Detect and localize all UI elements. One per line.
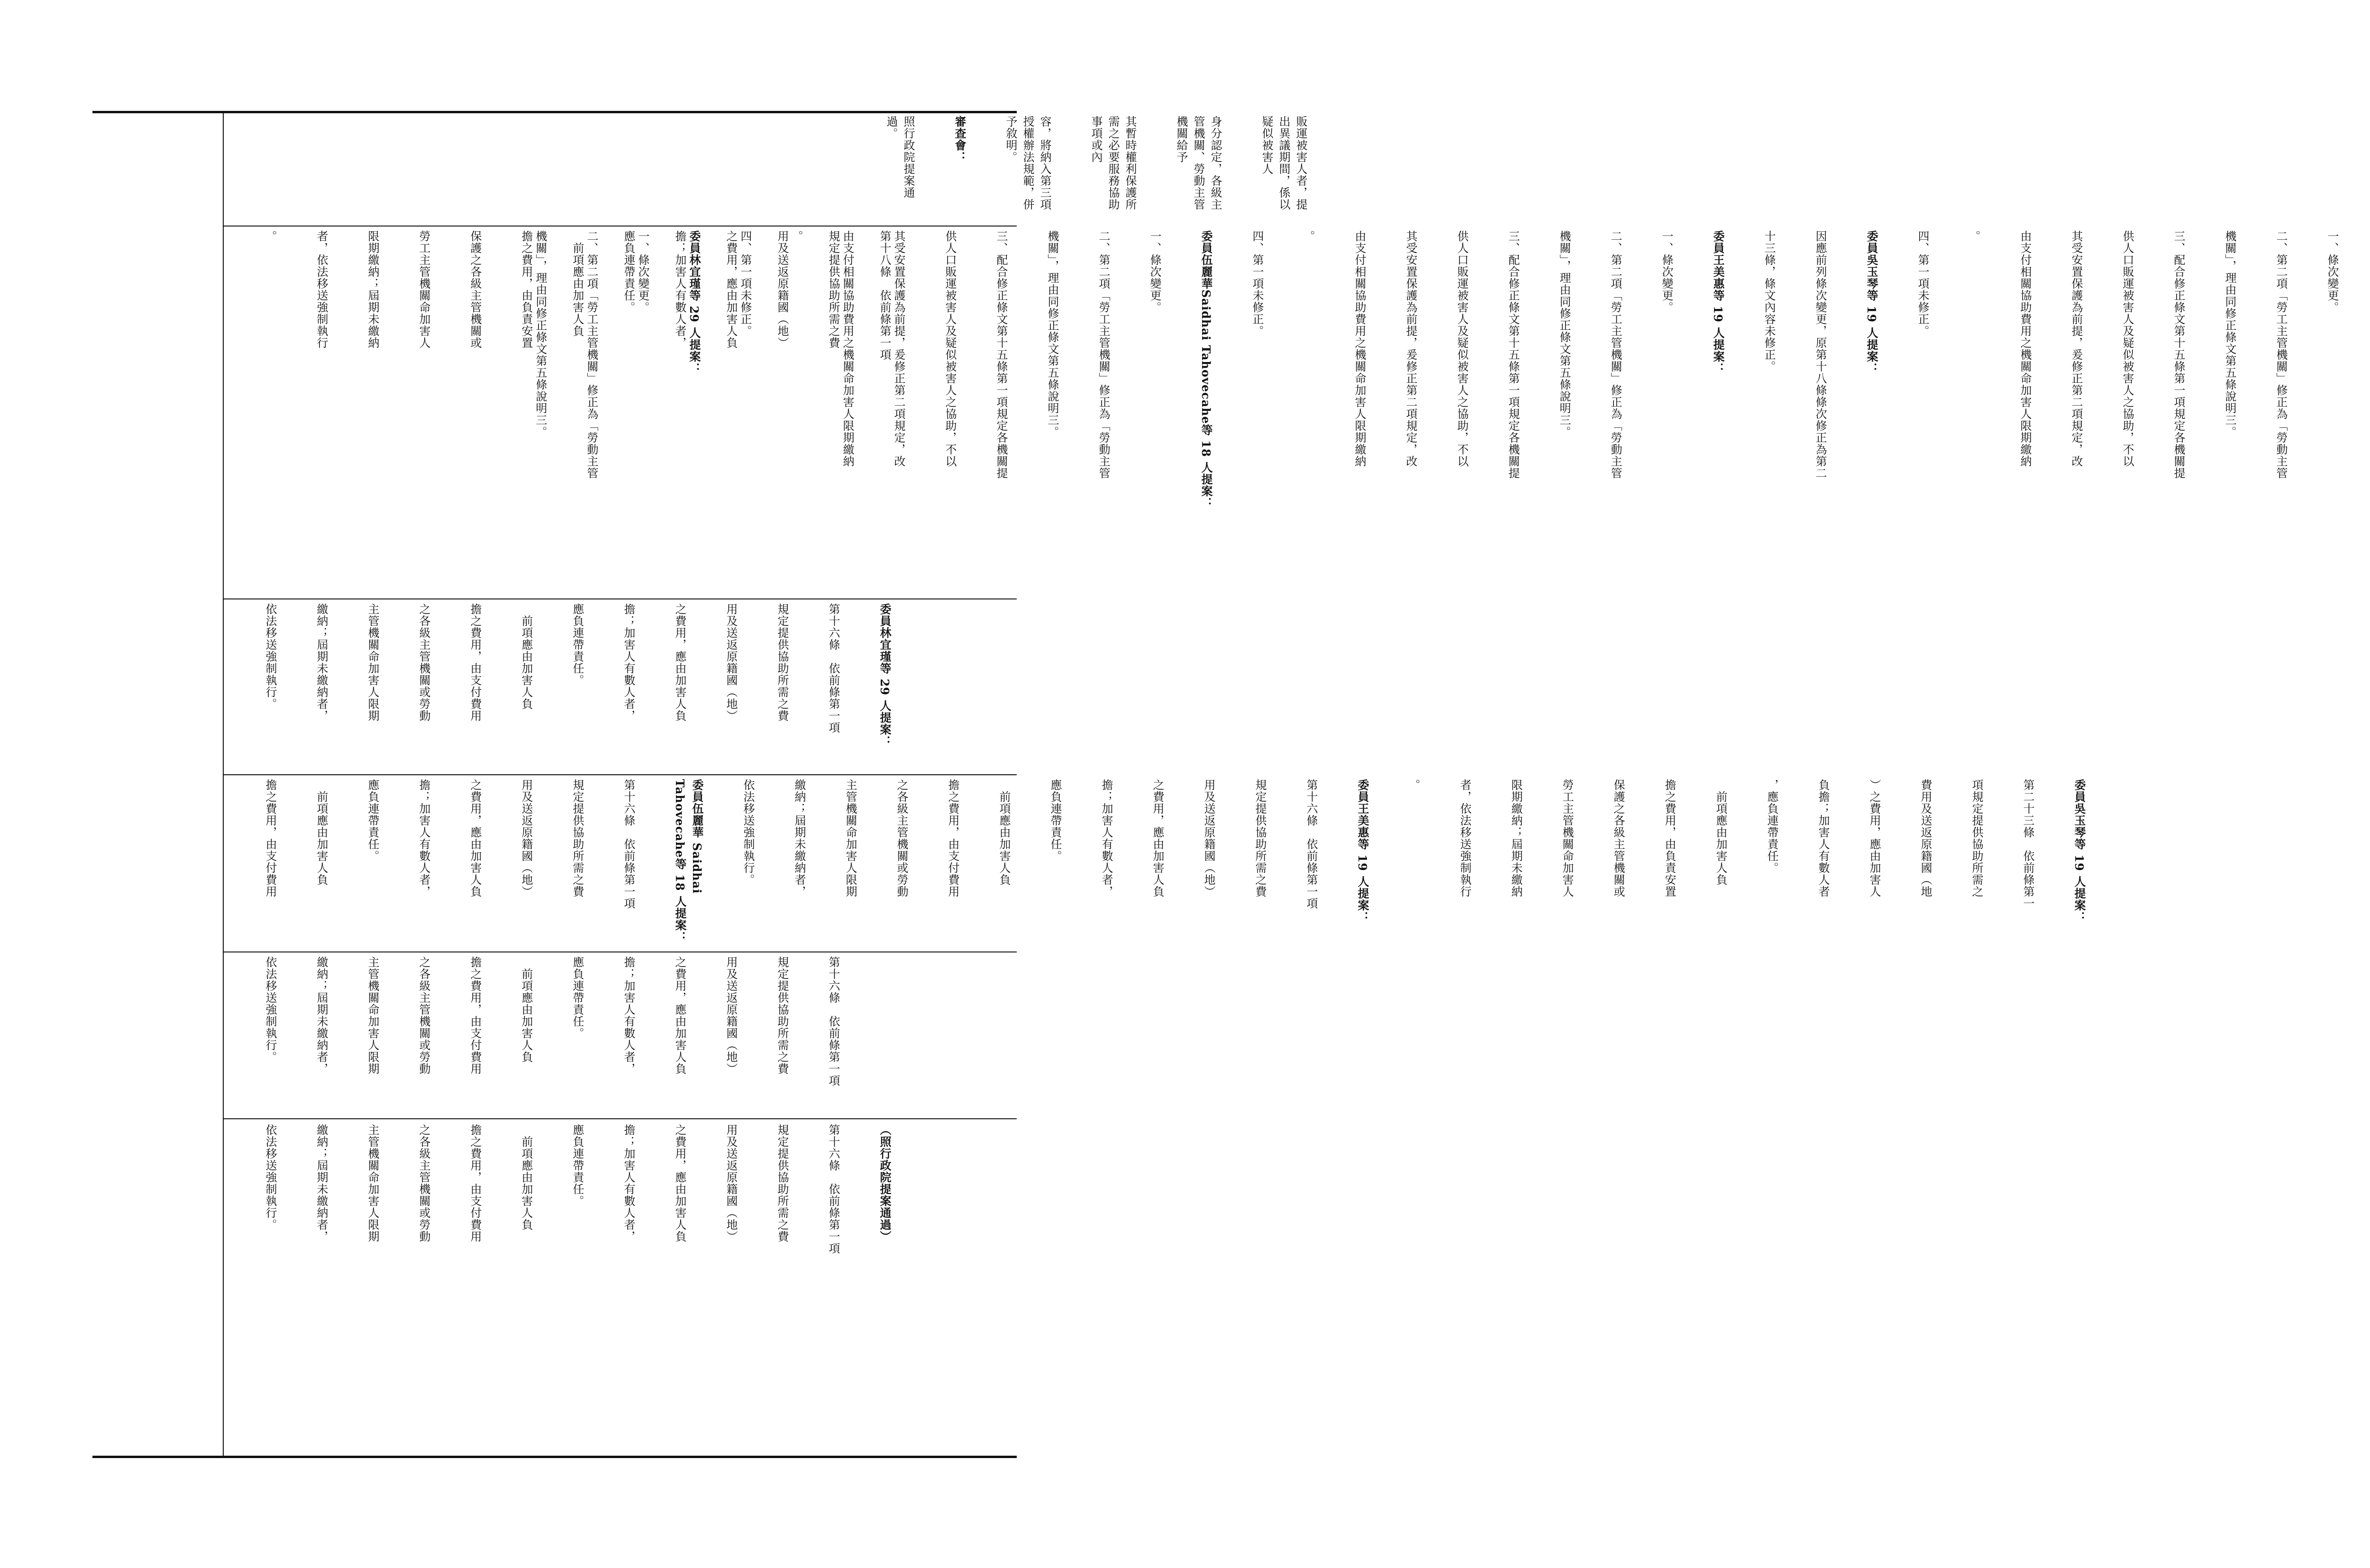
text-line: 機關」，理由同修正條文第五條說明三。	[534, 230, 547, 438]
text-line: ，應負連帶責任。	[1765, 779, 1778, 874]
text-line: 之各級主管機關或勞動	[417, 956, 430, 1075]
text-line: 擔；加害人有數人者，	[622, 603, 635, 722]
text-line: 應負連帶責任。	[571, 603, 584, 686]
text-line: 依法移送強制執行。	[741, 779, 755, 886]
text-line: 勞工主管機關命加害人	[1560, 779, 1574, 897]
text-line: 項規定提供協助所需之	[1970, 779, 1983, 897]
text-line: 依法移送強制執行。	[264, 1124, 277, 1231]
text-line: 繳納；屆期未繳納者，	[315, 956, 328, 1075]
row-divider-a	[223, 1118, 1017, 1119]
wang-explain-header: 委員王美惠等 19 人提案：	[1711, 230, 1725, 375]
wuli-header: 委員伍麗華 Saidhai Tahovecahe等 18 人提案：	[673, 779, 704, 943]
passed-header: （照行政院提案通過）	[878, 1124, 892, 1242]
text-line: 供人口販運被害人及疑似被害人之協助，不以	[943, 230, 957, 467]
text-line: 用及送返原籍國（地）	[1202, 779, 1215, 897]
text-line: 其受安置保護為前提，爰修正第二項規定，改	[892, 230, 905, 467]
explanations-text	[498, 230, 2370, 770]
text-line: 限期繳納；屆期未繳納	[1509, 779, 1522, 897]
text-line: 繳納；屆期未繳納者，	[315, 1124, 328, 1242]
text-line: 供人口販運被害人及疑似被害人之協助，不以	[1455, 230, 1468, 467]
text-line: 一、條次變更。	[1148, 230, 1161, 313]
text-line: 擔之費用，由支付費用	[468, 603, 482, 722]
text-line: 三、配合修正條文第十五條第一項規定各機關提	[1506, 230, 1520, 479]
text-line: 之費用，應由加害人負	[673, 956, 686, 1075]
lin-header: 委員林宜瑾等 29 人提案：	[878, 603, 892, 748]
text-line: 由支付相關協助費用之機關命加害人限期繳納	[1353, 230, 1366, 467]
text-line: 擔；加害人有數人者，	[417, 779, 430, 897]
text-line: 前項應由加害人負	[571, 230, 584, 337]
text-line: 前項應由加害人負	[520, 1124, 533, 1231]
text-line: 其暫時權利保護所需之必要服務協助事項或內	[1089, 116, 1137, 210]
text-line: 。	[264, 230, 277, 242]
text-line: 二、第二項「勞工主管機關」修正為「勞動主管	[1609, 230, 1622, 479]
text-line: 一、條次變更。	[1660, 230, 1673, 313]
text-line: 應負連帶責任。	[366, 779, 379, 862]
text-line: 前項應由加害人負	[1714, 779, 1727, 886]
text-line: 繳納；屆期未繳納者，	[315, 603, 328, 722]
text-line: 主管機關命加害人限期	[366, 1124, 379, 1242]
text-line: 用及送返原籍國（地）	[724, 956, 738, 1075]
text-line: 。	[790, 230, 803, 242]
text-line: 擔之費用，由負責安置	[520, 230, 533, 349]
passed-text	[228, 1124, 927, 1451]
text-line: 機關」，理由同修正條文第五條說明三。	[2223, 230, 2236, 438]
text-line: 之費用，應由加害人負	[1151, 779, 1164, 897]
text-line: 之費用，應由加害人負	[724, 230, 738, 349]
wu-header: 委員吳玉琴等 19 人提案：	[2072, 779, 2086, 924]
text-line: 規定提供協助所需之費	[775, 603, 789, 722]
text-line: 第十六條 依前條第一項	[827, 1124, 840, 1254]
text-line: 機關」，理由同修正條文第五條說明三。	[1046, 230, 1059, 438]
section-explanation-top	[848, 116, 1307, 222]
section-explanations	[498, 230, 2339, 770]
wuli-explain-header: 委員伍麗華Saidhai Tahovecahe等 18 人提案：	[1199, 230, 1213, 509]
text-line: 二、第二項「勞工主管機關」修正為「勞動主管	[2274, 230, 2288, 479]
text-line: 之各級主管機關或勞動	[895, 779, 908, 897]
text-line: 依法移送強制執行。	[264, 956, 277, 1063]
text-line: 由支付相關協助費用之機關命加害人限期繳納	[841, 230, 854, 467]
text-line: 主管機關命加害人限期	[844, 779, 857, 897]
text-line: 販運被害人者，提出異議期間，係以疑似被害人	[1260, 116, 1307, 210]
text-line: 用及送返原籍國（地）	[775, 230, 789, 349]
text-line: 之費用，應由加害人負	[468, 779, 482, 897]
text-line: 。	[1407, 779, 1420, 791]
wu-explain-header: 委員吳玉琴等 19 人提案：	[1865, 230, 1878, 375]
text-line: 應負連帶責任。	[1048, 779, 1062, 862]
text-line: 第十八條 依前條第一項	[878, 230, 891, 361]
row-divider-c	[223, 774, 1017, 775]
text-line: 擔之費用，由支付費用	[468, 956, 482, 1075]
text-line: 用及送返原籍國（地）	[724, 1124, 738, 1242]
text-line: 因應前列條次變更，原第十八條條次修正為第二	[1814, 230, 1827, 479]
text-line: 第十六條 依前條第一項	[622, 779, 635, 909]
text-line: 應負連帶責任。	[571, 956, 584, 1039]
text-line: 規定提供協助所需之費	[775, 956, 789, 1075]
text-line: 主管機關命加害人限期	[366, 603, 379, 722]
explanation-top-text	[848, 116, 1343, 222]
text-line: 應負連帶責任。	[571, 1124, 584, 1207]
text-line: 第二十三條 依前條第一	[2021, 779, 2034, 909]
review-text: 照行政院提案通過。	[884, 116, 915, 199]
text-line: 費用及送返原籍國（地	[1919, 779, 1932, 897]
text-line: 繳納；屆期未繳納者，	[793, 779, 806, 897]
text-line: 一、條次變更。	[636, 230, 649, 313]
text-line: 。	[1302, 230, 1315, 242]
text-line: 規定提供協助所需之費	[827, 230, 840, 349]
text-line: 之各級主管機關或勞動	[417, 1124, 430, 1242]
text-line: 。	[1967, 230, 1980, 242]
section-passed-as-exec	[228, 1124, 892, 1451]
text-line: 保護之各級主管機關或	[1612, 779, 1625, 897]
text-line: 四、第一項未修正。	[1916, 230, 1929, 337]
left-frame	[223, 111, 224, 1458]
text-line: 供人口販運被害人及疑似被害人之協助，不以	[2121, 230, 2134, 467]
table-bottom-border	[92, 1456, 1017, 1458]
text-line: 之各級主管機關或勞動	[417, 603, 430, 722]
text-line: 擔；加害人有數人者，	[673, 230, 686, 349]
text-line: 其受安置保護為前提，爰修正第二項規定，改	[2069, 230, 2083, 467]
section-exec-article	[228, 956, 840, 1115]
review-header: 審查會：	[953, 116, 966, 163]
text-line: 二、第二項「勞工主管機關」修正為「勞動主管	[585, 230, 598, 479]
row-divider-e	[223, 226, 1017, 227]
text-line: 擔；加害人有數人者，	[622, 1124, 635, 1242]
text-line: 四、第一項未修正。	[738, 230, 752, 337]
text-line: 勞工主管機關命加害人	[417, 230, 430, 349]
text-line: 依法移送強制執行。	[264, 603, 277, 710]
text-line: 容，將納入第三項授權辦法規範，併予敘明。	[1004, 116, 1051, 210]
text-line: 前項應由加害人負	[315, 779, 328, 886]
table-top-border	[92, 111, 1017, 113]
text-line: 十三條，條文內容未修正。	[1762, 230, 1776, 372]
text-line: 前項應由加害人負	[997, 779, 1011, 886]
text-line: 應負連帶責任。	[622, 230, 635, 313]
text-line: 二、第二項「勞工主管機關」修正為「勞動主管	[1097, 230, 1110, 479]
text-line: 規定提供協助所需之費	[1253, 779, 1267, 897]
text-line: 用及送返原籍國（地）	[724, 603, 738, 722]
text-line: 四、第一項未修正。	[1250, 230, 1264, 337]
text-line: 擔；加害人有數人者，	[1100, 779, 1113, 897]
committee-proposals-text	[228, 779, 2122, 948]
text-line: 擔之費用，由負責安置	[1663, 779, 1676, 897]
text-line: 之費用，應由加害人負	[673, 1124, 686, 1242]
text-line: 保護之各級主管機關或	[468, 230, 482, 349]
section-committee-proposals	[228, 779, 2086, 948]
text-line: 負擔；加害人有數人者	[1816, 779, 1830, 897]
text-line: 擔之費用，由支付費用	[264, 779, 277, 897]
text-line: 由支付相關協助費用之機關命加害人限期繳納	[2018, 230, 2032, 467]
text-line: 前項應由加害人負	[520, 603, 533, 710]
text-line: 用及送返原籍國（地）	[520, 779, 533, 897]
text-line: 擔之費用，由支付費用	[468, 1124, 482, 1242]
text-line: 限期繳納；屆期未繳納	[366, 230, 379, 349]
text-line: 三、配合修正條文第十五條第一項規定各機關提	[2172, 230, 2185, 479]
text-line: 規定提供協助所需之費	[775, 1124, 789, 1242]
wang-header: 委員王美惠等 19 人提案：	[1356, 779, 1369, 924]
text-line: 主管機關命加害人限期	[366, 956, 379, 1075]
text-line: 三、配合修正條文第十五條第一項規定各機關提	[994, 230, 1008, 479]
text-line: 者，依法移送強制執行	[1458, 779, 1471, 897]
text-line: 一、條次變更。	[2325, 230, 2339, 313]
text-line: 者，依法移送強制執行	[315, 230, 328, 349]
text-line: 第十六條 依前條第一項	[1304, 779, 1318, 909]
text-line: ）之費用，應由加害人	[1868, 779, 1881, 897]
text-line: 第十六條 依前條第一項	[827, 956, 840, 1087]
text-line: 第十六條 依前條第一項	[827, 603, 840, 734]
text-line: 規定提供協助所需之費	[571, 779, 584, 897]
exec-article-text	[228, 956, 876, 1115]
text-line: 擔；加害人有數人者，	[622, 956, 635, 1075]
text-line: 身分認定，各級主管機關、勞動主管機關給予	[1175, 116, 1222, 210]
section-lin-proposal	[228, 603, 892, 770]
text-line: 其受安置保護為前提，爰修正第二項規定，改	[1404, 230, 1417, 467]
lin-explain-header: 委員林宜瑾等 29 人提案：	[687, 230, 701, 375]
text-line: 擔之費用，由支付費用	[946, 779, 959, 897]
text-line: 之費用，應由加害人負	[673, 603, 686, 722]
text-line: 機關」，理由同修正條文第五條說明三。	[1558, 230, 1571, 438]
text-line: 前項應由加害人負	[520, 956, 533, 1063]
